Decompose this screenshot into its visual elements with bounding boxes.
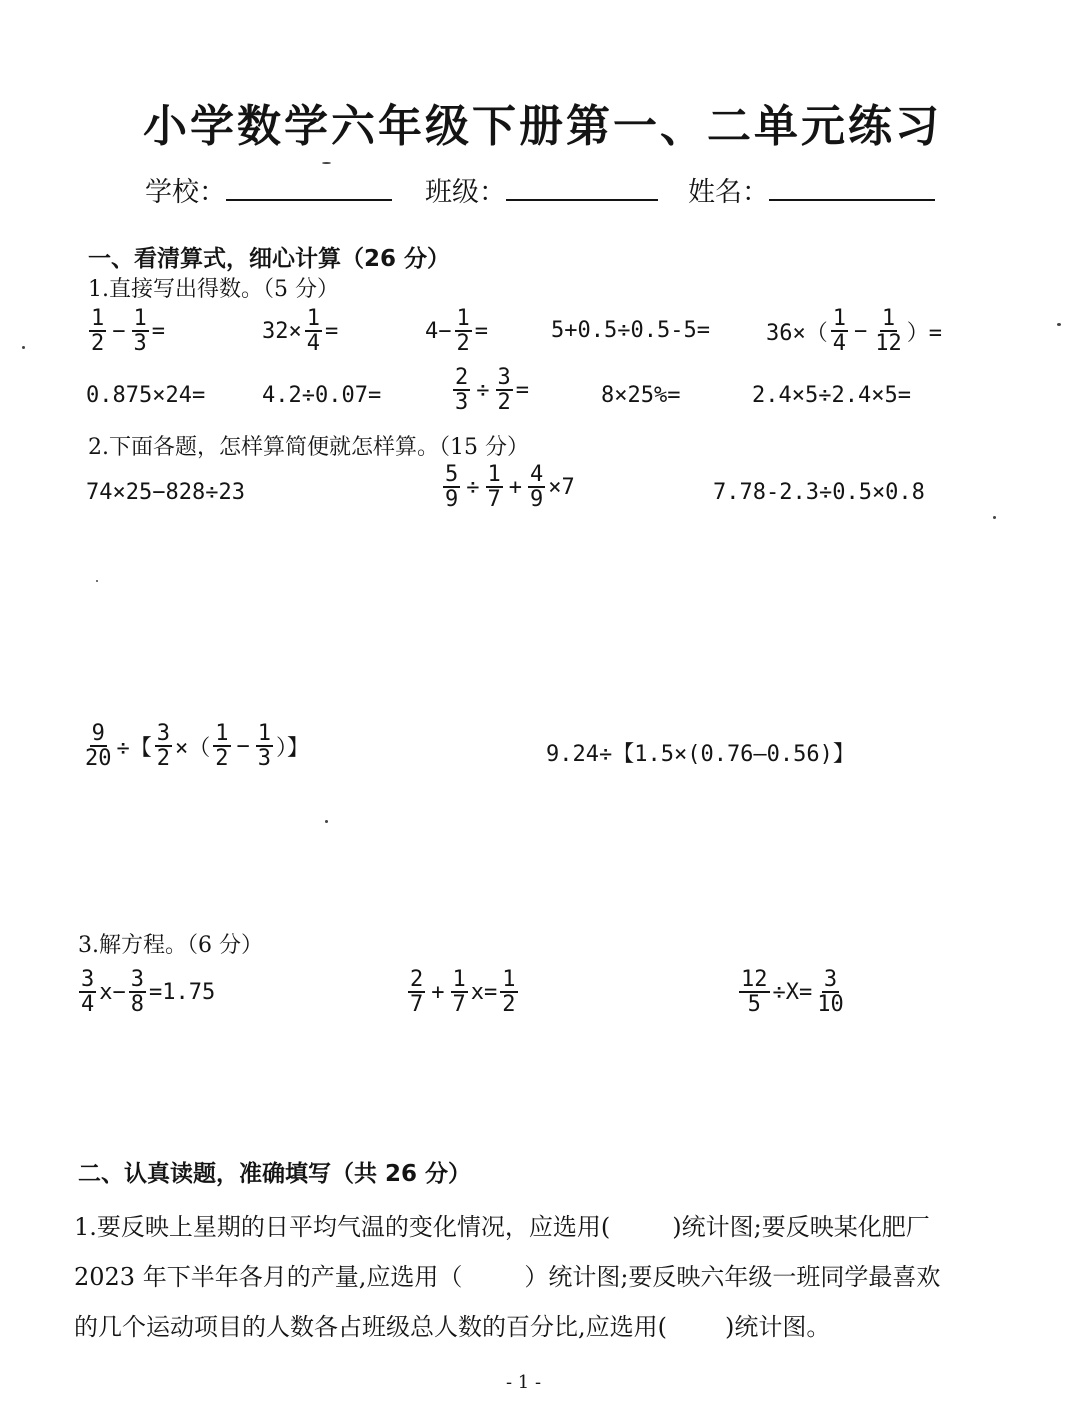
- fraction: $\frac{2}{3}$: [455, 365, 469, 416]
- q3-item-a: $\frac{3}{4}$ x− $\frac{3}{8}$ =1.75: [81, 967, 216, 1018]
- fraction: $\frac{5}{9}$: [445, 462, 459, 513]
- fraction: $\frac{1}{12}$: [875, 306, 902, 357]
- fraction: $\frac{3}{2}$: [156, 721, 170, 772]
- name-label: 姓名：: [688, 177, 769, 208]
- part2-q1-line3: 的几个运动项目的人数各占班级总人数的百分比,应选用( )统计图。: [74, 1313, 831, 1341]
- q1-item-g: 4.2÷0.07=: [262, 383, 382, 408]
- fraction: $\frac{1}{2}$: [502, 967, 516, 1018]
- school-field: [145, 170, 392, 209]
- fraction: $\frac{3}{10}$: [817, 967, 844, 1018]
- fraction: $\frac{3}{2}$: [497, 365, 511, 416]
- class-blank[interactable]: [506, 198, 658, 201]
- name-blank[interactable]: [769, 198, 935, 201]
- q1-item-b: 32× $\frac{1}{4}$ =: [262, 306, 339, 357]
- school-blank[interactable]: [226, 198, 392, 201]
- page-number: - 1 -: [506, 1372, 542, 1393]
- q1-item-h: $\frac{2}{3}$ ÷ $\frac{3}{2}$ =: [455, 365, 529, 416]
- scan-speckle: [325, 820, 328, 823]
- fraction: $\frac{1}{7}$: [487, 462, 501, 513]
- fraction: $\frac{4}{9}$: [530, 462, 544, 513]
- q1-item-i: 8×25%=: [601, 383, 681, 408]
- q2-heading: 2.下面各题，怎样算简便就怎样算。（15 分）: [88, 435, 529, 460]
- scan-speckle: [1057, 323, 1061, 326]
- part2-q1-line1: 1.要反映上星期的日平均气温的变化情况，应选用( )统计图;要反映某化肥厂: [74, 1213, 930, 1241]
- q1-item-a: $\frac{1}{2}$ − $\frac{1}{3}$ =: [91, 306, 165, 357]
- school-label: 学校：: [145, 177, 226, 208]
- fraction: $\frac{12}{5}$: [741, 967, 768, 1018]
- fraction: $\frac{9}{20}$: [85, 721, 112, 772]
- fraction: $\frac{3}{8}$: [130, 967, 144, 1018]
- q1-item-e: 36×（ $\frac{1}{4}$ − $\frac{1}{12}$ ）=: [766, 306, 942, 357]
- class-field: [425, 170, 658, 209]
- scan-speckle: [22, 346, 25, 349]
- q2-item-a: 74×25−828÷23: [86, 480, 245, 505]
- q3-item-c: $\frac{12}{5}$ ÷X= $\frac{3}{10}$: [741, 967, 844, 1018]
- fraction: $\frac{1}{2}$: [456, 306, 470, 357]
- fraction: $\frac{1}{3}$: [133, 306, 147, 357]
- fraction: $\frac{1}{4}$: [832, 306, 846, 357]
- q2-item-e: 9.24÷【1.5×(0.76—0.56)】: [546, 742, 855, 767]
- scan-speckle: [993, 516, 996, 519]
- q1-item-j: 2.4×5÷2.4×5=: [752, 383, 911, 408]
- fraction: $\frac{1}{3}$: [257, 721, 271, 772]
- scan-speckle: [322, 162, 331, 164]
- q3-heading: 3.解方程。（6 分）: [78, 933, 263, 958]
- scan-speckle: [96, 580, 98, 582]
- q2-item-b: $\frac{5}{9}$ ÷ $\frac{1}{7}$ + $\frac{4}{9}$ ×7: [445, 462, 575, 513]
- class-label: 班级：: [425, 177, 506, 208]
- part2-q1-line2: 2023 年下半年各月的产量,应选用（ ）统计图;要反映六年级一班同学最喜欢: [74, 1263, 941, 1291]
- q1-item-f: 0.875×24=: [86, 383, 206, 408]
- fraction: $\frac{1}{2}$: [215, 721, 229, 772]
- name-field: [688, 170, 935, 209]
- fraction: $\frac{3}{4}$: [81, 967, 95, 1018]
- fraction: $\frac{1}{2}$: [91, 306, 105, 357]
- q3-item-b: $\frac{2}{7}$ + $\frac{1}{7}$ x= $\frac{1}{2}$: [410, 967, 516, 1018]
- q2-item-d: $\frac{9}{20}$ ÷【 $\frac{3}{2}$ ×（ $\frac{1}{2}$ − $\frac{1}{3}$ ）】: [85, 721, 310, 772]
- page-title: 小学数学六年级下册第一、二单元练习: [143, 101, 942, 152]
- q1-item-c: 4− $\frac{1}{2}$ =: [425, 306, 488, 357]
- section-1-heading: 一、看清算式，细心计算（26 分）: [88, 246, 451, 272]
- fraction: $\frac{1}{7}$: [452, 967, 466, 1018]
- q1-heading: 1.直接写出得数。（5 分）: [88, 277, 339, 302]
- q2-item-c: 7.78-2.3÷0.5×0.8: [713, 480, 925, 505]
- q1-item-d: 5+0.5÷0.5-5=: [551, 318, 710, 343]
- fraction: $\frac{1}{4}$: [306, 306, 320, 357]
- section-2-heading: 二、认真读题，准确填写（共 26 分）: [78, 1161, 472, 1187]
- fraction: $\frac{2}{7}$: [410, 967, 424, 1018]
